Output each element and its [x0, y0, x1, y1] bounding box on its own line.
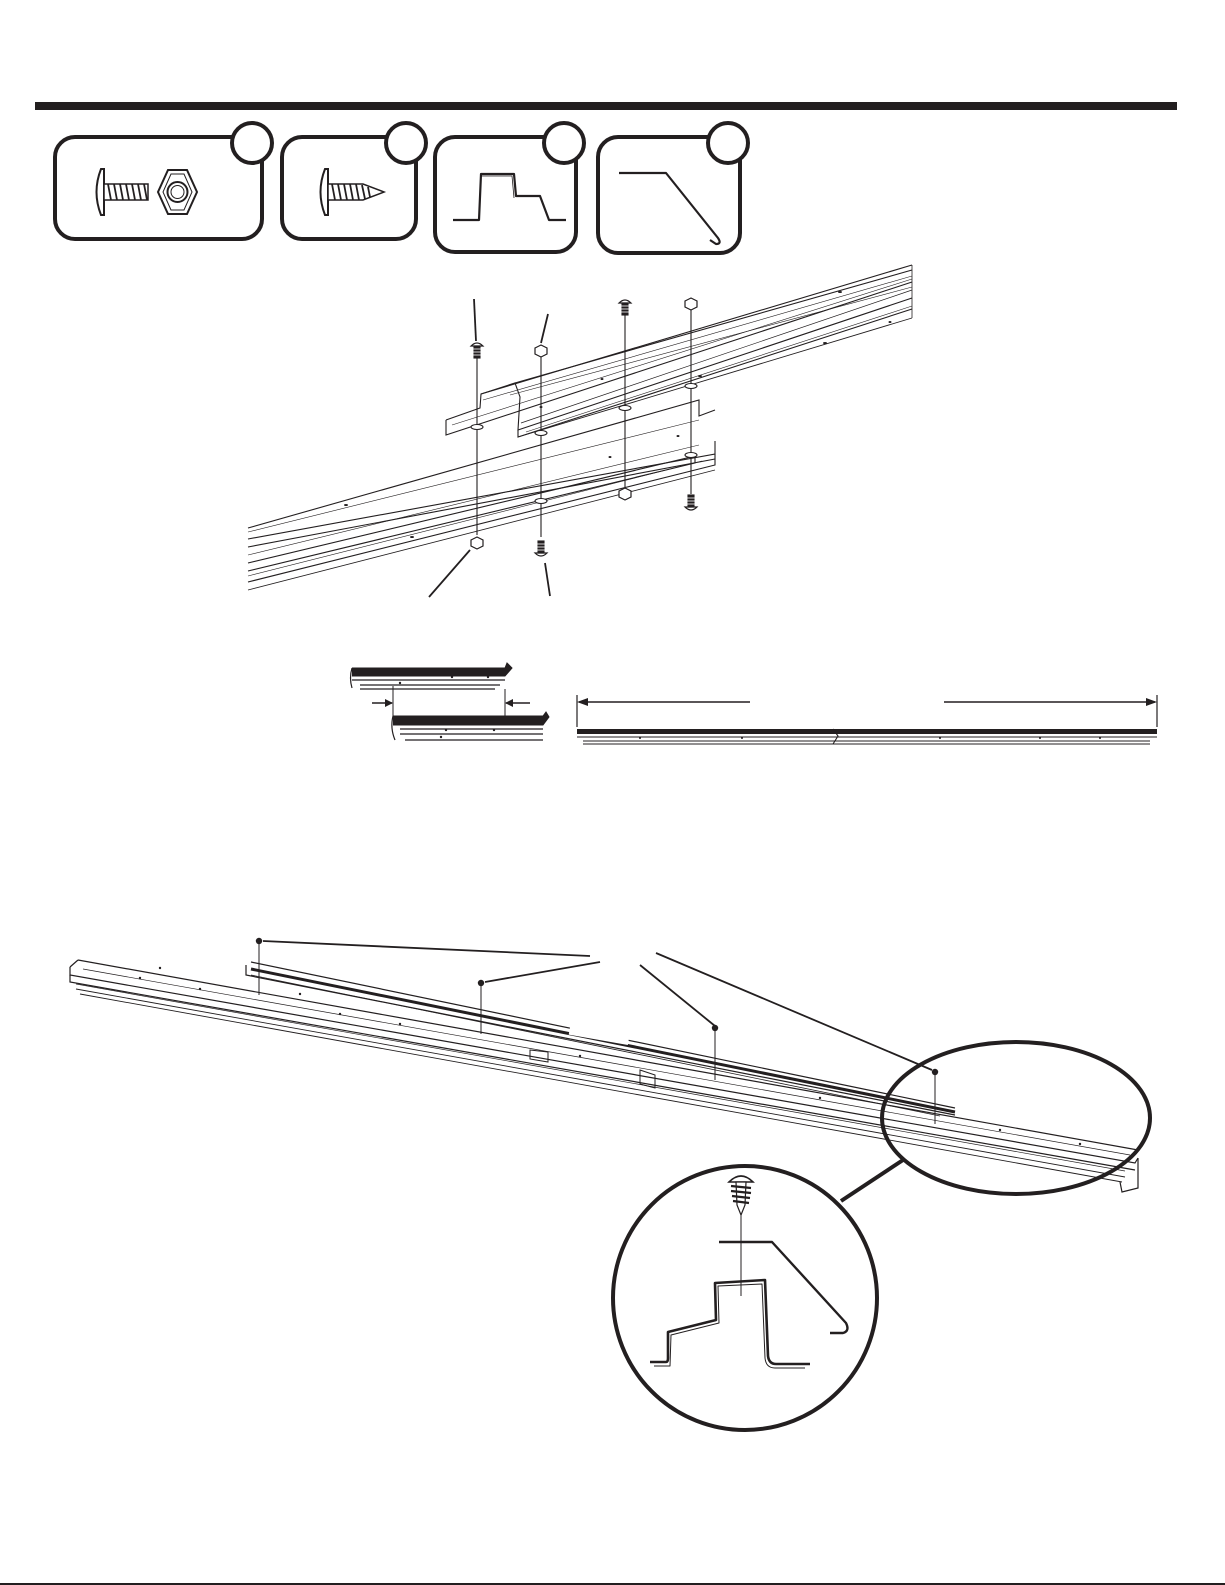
part-badge	[232, 123, 272, 163]
fig-cap-attachment	[70, 938, 1138, 1192]
fig-overlap-detail	[351, 663, 550, 740]
fig-assembled-length	[577, 695, 1157, 744]
part-hat-channel-box	[435, 123, 584, 252]
part-badge	[544, 123, 584, 163]
part-angle-cap-box	[598, 123, 748, 253]
part-bolt-and-nut-box	[55, 123, 272, 239]
part-badge	[708, 123, 748, 163]
header-rule	[35, 102, 1177, 110]
fig-channel-splice-exploded	[248, 265, 912, 597]
part-badge	[386, 123, 426, 163]
part-self-tapping-screw-box	[282, 123, 426, 239]
